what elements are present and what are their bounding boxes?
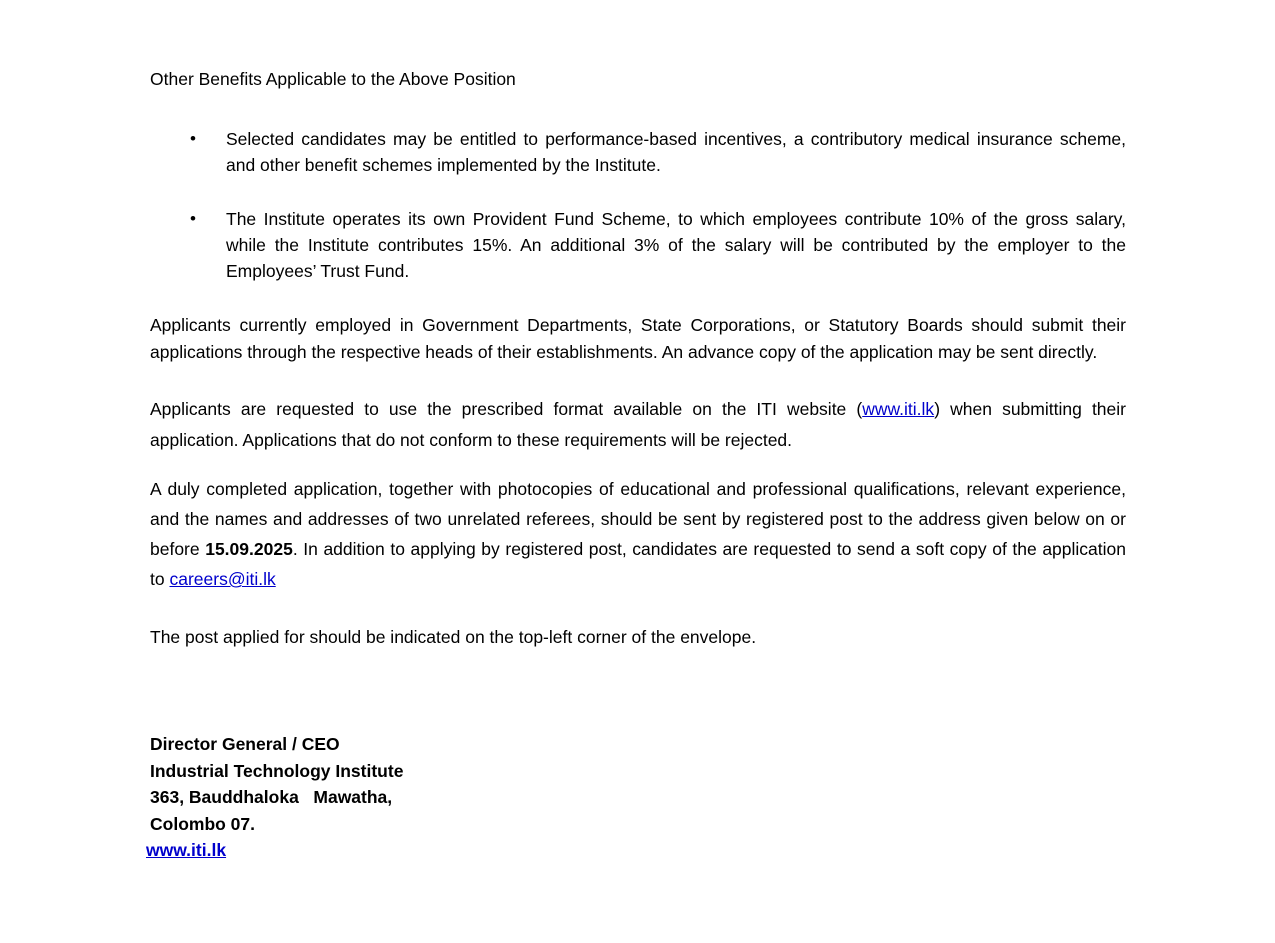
list-item <box>150 126 1126 178</box>
bullet-text-provident-fund: The Institute operates its own Provident Fund Scheme, to which employees contribute 10% of the gross salary, while the Institute contributes 15%. An additional 3% of the salary will be contributed by the employer to the Employees’ Trust Fund. <box>226 209 1126 281</box>
address-city: Colombo 07. <box>150 813 256 834</box>
iti-website-link[interactable]: www.iti.lk <box>862 399 935 419</box>
paragraph-submission-instructions <box>150 474 1126 594</box>
paragraph-envelope-instruction: The post applied for should be indicated on the top-left corner of the envelope. <box>150 627 757 647</box>
address-street: 363, Bauddhaloka Mawatha, <box>150 787 393 807</box>
paragraph-prescribed-format <box>150 394 1126 456</box>
bullet-icon: • <box>190 209 196 228</box>
paragraph-government-applicants: Applicants currently employed in Government Departments, State Corporations, or Statutory Boards should submit their applications through the respective heads of their establishments. An advance copy of the application may be sent directly. <box>150 315 1126 362</box>
list-item <box>150 206 1126 284</box>
section-heading: Other Benefits Applicable to the Above Position <box>150 69 516 89</box>
bullet-text-incentives: Selected candidates may be entitled to performance-based incentives, a contributory medical insurance scheme, and other benefit schemes implemented by the Institute. <box>226 129 1126 175</box>
deadline-date: 15.09.2025 <box>205 539 293 559</box>
organization-name: Industrial Technology Institute <box>150 760 404 781</box>
careers-email-link[interactable]: careers@iti.lk <box>169 569 276 589</box>
format-text-before-link: Applicants are requested to use the prescribed format available on the ITI website ( <box>150 399 863 419</box>
footer-website-row <box>146 837 1126 864</box>
bullet-icon: • <box>190 129 196 148</box>
document-content <box>146 68 1126 864</box>
format-text-after-link: ) when submitting their application. Applications that do not conform to these requirements will be rejected. <box>150 399 1126 450</box>
signature-block <box>146 731 1126 864</box>
signatory-title: Director General / CEO <box>150 734 340 754</box>
submission-text-before-date: A duly completed application, together with photocopies of educational and professional qualifications, relevant experience, and the names and addresses of two unrelated referees, should be sent by registered post to the address given below on or before <box>150 479 1126 559</box>
footer-website-link[interactable]: www.iti.lk <box>146 840 227 860</box>
benefits-list <box>150 126 1126 284</box>
submission-text-after-date: . In addition to applying by registered post, candidates are requested to send a soft copy of the application to <box>150 539 1126 589</box>
